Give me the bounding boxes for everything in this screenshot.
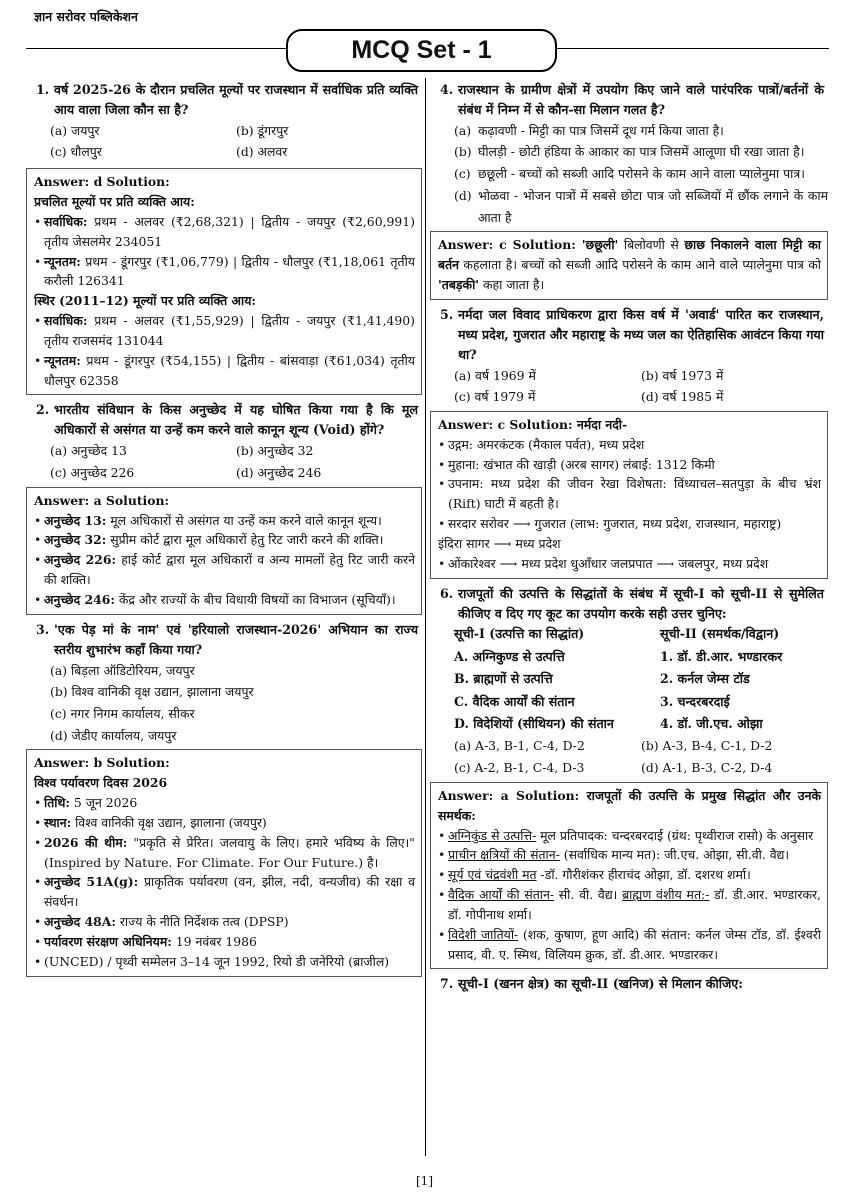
options [26, 120, 422, 163]
answer-heading: Answer: c Solution: नर्मदा नदी- [438, 416, 628, 432]
solution-bullet: • अनुच्छेद 48A: राज्य के नीति निर्देशक तत्व (DPSP) [34, 914, 289, 930]
question-text: सूची-I (खनन क्षेत्र) का सूची-II (खनिज) से मिलान कीजिए: [458, 976, 743, 992]
solution-bullet: • अनुच्छेद 51A(g): प्राकृतिक पर्यावरण (वन, झील, नदी, वन्यजीव) की रक्षा व संवर्धन। [34, 874, 415, 910]
question-text: राजस्थान के ग्रामीण क्षेत्रों में उपयोग किए जाने वाले पारंपरिक पात्रों/बर्तनों के संबंध में निम्न में से कौन-सा मिलान गलत है? [458, 82, 824, 117]
solution-bullet: • विदेशी जातियों- (शक, कुषाण, हूण आदि) की संतान: कर्नल जेम्स टॉड, डॉ. ईश्वरी प्रसाद, वी. ए. स्मिथ, विलियम क्रुक, डॉ. डी.आर. भण्डारकर। [438, 926, 821, 962]
list-1-item: C. वैदिक आर्यों की संतान [454, 693, 575, 709]
options [430, 735, 828, 778]
option-d[interactable]: (d) A-1, B-3, C-2, D-4 [641, 760, 773, 776]
list-1-header: सूची-I (उत्पत्ति का सिद्धांत) [454, 626, 585, 642]
question-number: 3. [36, 621, 50, 637]
solution-bullet: • न्यूनतम: प्रथम - डूंगरपुर (₹54,155) | द्वितीय - बांसवाड़ा (₹61,034) तृतीय धौलपुर 62358 [34, 352, 415, 388]
question-number: 1. [36, 82, 50, 97]
solution-bullet: • अनुच्छेद 246: केंद्र और राज्यों के बीच विधायी विषयों का विभाजन (सूचियाँ)। [34, 591, 396, 607]
question-number: 4. [440, 82, 454, 97]
answer-heading: Answer: b Solution: [34, 755, 170, 771]
list-2-item: 2. कर्नल जेम्स टॉड [660, 671, 750, 687]
option-a[interactable]: (a) जयपुर [50, 122, 100, 138]
solution-bullet: • मुहाना: खंभात की खाड़ी (अरब सागर) लंबाई: 1312 किमी [438, 456, 715, 472]
solution-bullet: • अनुच्छेद 226: हाई कोर्ट द्वारा मूल अधिकारों व अन्य मामलों हेतु रिट जारी करने की शक्ति। [34, 552, 416, 588]
options [26, 660, 422, 747]
solution-bullet: • प्राचीन क्षत्रियों की संतान- (सर्वाधिक मान्य मत): जी.एच. ओझा, सी.वी. वैद्य। [438, 847, 790, 863]
answer-box [430, 231, 828, 300]
list-1-item: D. विदेशियों (सीथियन) की संतान [454, 716, 614, 732]
option-c[interactable]: (c) A-2, B-1, C-4, D-3 [454, 760, 585, 776]
publisher-name: ज्ञान सरोवर पब्लिकेशन [34, 9, 138, 24]
column-divider [425, 78, 426, 1156]
option-a[interactable]: (a) अनुच्छेद 13 [50, 443, 127, 459]
solution-subheading: स्थिर (2011–12) मूल्यों पर प्रति व्यक्ति आय: [34, 293, 256, 309]
question-number: 6. [440, 585, 454, 601]
answer-heading: Answer: a Solution: [34, 492, 170, 508]
solution-bullet: • अनुच्छेद 13: मूल अधिकारों से असंगत या उन्हें कम करने वाले कानून शून्य। [34, 512, 382, 528]
question-text: वर्ष 2025-26 के दौरान प्रचलित मूल्यों पर राजस्थान में सर्वाधिक प्रति व्यक्ति आय वाला जिला कौन सा है? [54, 82, 418, 117]
option-d[interactable]: (d) भोळवा - भोजन पात्रों में सबसे छोटा पात्र जो सब्जियों में छौंक लगाने के काम आता है [454, 187, 828, 225]
question-text: नर्मदा जल विवाद प्राधिकरण द्वारा किस वर्ष में 'अवार्ड' पारित कर राजस्थान, मध्य प्रदेश, गुजरात और महाराष्ट्र के मध्य जल का ऐतिहासिक आवंटन किया गया था? [458, 306, 824, 362]
page-number: [1] [416, 1174, 433, 1188]
title-rule-right [557, 48, 829, 49]
question-7 [430, 974, 828, 994]
option-b[interactable]: (b) डूंगरपुर [236, 122, 289, 138]
list-1-item: A. अग्निकुण्ड से उत्पत्ति [454, 648, 565, 664]
option-b[interactable]: (b) A-3, B-4, C-1, D-2 [641, 738, 773, 754]
question-number: 7. [440, 976, 454, 992]
answer-box [430, 411, 828, 579]
list-2-header: सूची-II (समर्थक/विद्वान) [660, 626, 780, 642]
option-c[interactable]: (c) वर्ष 1979 में [454, 389, 536, 405]
solution-bullet: • उपनाम: मध्य प्रदेश की जीवन रेखा विशेषता: विंध्याचल–सतपुड़ा के बीच भ्रंश (Rift) घाटी में बहती है। [438, 476, 821, 512]
answer-box [26, 749, 422, 976]
solution-bullet: • ओंकारेश्वर ⟶ मध्य प्रदेश धुआँधार जलप्रपात ⟶ जबलपुर, मध्य प्रदेश [438, 555, 769, 571]
answer-heading: Answer: a Solution: राजपूतों की उत्पत्ति के प्रमुख सिद्धांत और उनके समर्थक: [438, 787, 821, 823]
solution-bullet: • सूर्य एवं चंद्रवंशी मत -डॉ. गौरीशंकर हीराचंद ओझा, डॉ. दशरथ शर्मा। [438, 867, 751, 883]
option-a[interactable]: (a) वर्ष 1969 में [454, 367, 536, 383]
option-a[interactable]: (a) कढ़ावणी - मिट्टी का पात्र जिसमें दूध गर्म किया जाता है। [454, 122, 724, 138]
question-text: भारतीय संविधान के किस अनुच्छेद में यह घोषित किया गया है कि मूल अधिकारों से असंगत या उन्हें कम करने वाले कानून शून्य (Void) होंगे? [54, 402, 418, 438]
solution-subheading: विश्व पर्यावरण दिवस 2026 [34, 775, 168, 791]
option-b[interactable]: (b) अनुच्छेद 32 [236, 443, 314, 459]
option-d[interactable]: (d) अनुच्छेद 246 [236, 464, 322, 480]
option-d[interactable]: (d) जेडीए कार्यालय, जयपुर [50, 727, 177, 743]
option-c[interactable]: (c) अनुच्छेद 226 [50, 464, 135, 480]
solution-bullet: • सरदार सरोवर ⟶ गुजरात (लाभ: गुजरात, मध्य प्रदेश, राजस्थान, महाराष्ट्र) [438, 516, 782, 532]
option-b[interactable]: (b) घीलड़ी - छोटी हंडिया के आकार का पात्र जिसमें आलूणा घी रखा जाता है। [454, 144, 805, 160]
answer-box [430, 782, 828, 970]
solution-bullet: • न्यूनतम: प्रथम - डूंगरपुर (₹1,06,779) | द्वितीय - धौलपुर (₹1,18,061 तृतीय करौली 126341 [34, 253, 415, 289]
option-a[interactable]: (a) बिड़ला ऑडिटोरियम, जयपुर [50, 662, 195, 678]
solution-bullet: • तिथि: 5 जून 2026 [34, 795, 138, 810]
question-number: 2. [36, 402, 50, 418]
option-c[interactable]: (c) नगर निगम कार्यालय, सीकर [50, 705, 195, 721]
solution-line: इंदिरा सागर ⟶ मध्य प्रदेश [438, 535, 561, 551]
title-rule-left [26, 48, 286, 49]
question-6 [430, 584, 828, 970]
option-b[interactable]: (b) विश्व वानिकी वृक्ष उद्यान, झालाना जयपुर [50, 684, 254, 700]
page-title: MCQ Set - 1 [286, 29, 557, 72]
list-2-item: 4. डॉ. जी.एच. ओझा [660, 716, 763, 732]
option-c[interactable]: (c) धौलपुर [50, 144, 102, 160]
options [430, 365, 828, 408]
match-table [430, 623, 828, 735]
solution-bullet: • उद्गम: अमरकंटक (मैकाल पर्वत), मध्य प्रदेश [438, 436, 645, 452]
question-5 [430, 305, 828, 579]
list-1-item: B. ब्राह्मणों से उत्पत्ति [454, 671, 553, 687]
options [430, 120, 828, 229]
question-text: राजपूतों की उत्पत्ति के सिद्धांतों के संबंध में सूची-I को सूची-II से सुमेलित कीजिए व दिए गए कूट का उपयोग करके सही उत्तर चुनिए: [458, 585, 824, 621]
solution-bullet: • अग्निकुंड से उत्पत्ति- मूल प्रतिपादक: चन्दरबरदाई (ग्रंथ: पृथ्वीराज रासो) के अनुसार [438, 827, 814, 843]
option-a[interactable]: (a) A-3, B-1, C-4, D-2 [454, 738, 585, 754]
question-2 [26, 400, 422, 614]
option-c[interactable]: (c) छछूली - बच्चों को सब्जी आदि परोसने के काम आने वाला प्यालेनुमा पात्र। [454, 166, 805, 182]
list-2-item: 3. चन्दरबरदाई [660, 693, 730, 709]
question-4 [430, 80, 828, 300]
question-number: 5. [440, 306, 454, 322]
question-1 [26, 80, 422, 395]
left-column [26, 80, 422, 982]
solution-bullet: • 2026 की थीम: "प्रकृति से प्रेरित। जलवायु के लिए। हमारे भविष्य के लिए।" (Inspired by Nature. For Climate. For Our Future.) है। [34, 834, 415, 870]
question-3 [26, 620, 422, 977]
solution-bullet: • वैदिक आर्यों की संतान- सी. वी. वैद्य। ब्राह्मण वंशीय मत:- डॉ. डी.आर. भण्डारकर, डॉ. गोपीनाथ शर्मा। [438, 887, 821, 922]
answer-box [26, 487, 422, 615]
question-text: 'एक पेड़ मां के नाम' एवं 'हरियालो राजस्थान-2026' अभियान का राज्य स्तरीय शुभारंभ कहाँ किया गया? [54, 621, 418, 657]
answer-box [26, 168, 422, 395]
answer-heading: Answer: d Solution: [34, 174, 170, 190]
solution-bullet: • पर्यावरण संरक्षण अधिनियम: 19 नवंबर 1986 [34, 933, 257, 949]
solution-subheading: प्रचलित मूल्यों पर प्रति व्यक्ति आय: [34, 194, 195, 210]
option-d[interactable]: (d) अलवर [236, 144, 288, 160]
solution-bullet: • (UNCED) / पृथ्वी सम्मेलन 3–14 जून 1992, रियो डी जनेरियो (ब्राजील) [34, 953, 390, 969]
solution-bullet: • स्थान: विश्व वानिकी वृक्ष उद्यान, झालाना (जयपुर) [34, 814, 267, 830]
option-d[interactable]: (d) वर्ष 1985 में [641, 389, 724, 405]
solution-bullet: • सर्वाधिक: प्रथम - अलवर (₹2,68,321) | द्वितीय - जयपुर (₹2,60,991) तृतीय जेसलमेर 234051 [34, 213, 415, 249]
solution-bullet: • सर्वाधिक: प्रथम - अलवर (₹1,55,929) | द्वितीय - जयपुर (₹1,41,490) तृतीय राजसमंद 131044 [34, 313, 415, 348]
right-column [430, 80, 828, 994]
list-2-item: 1. डॉ. डी.आर. भण्डारकर [660, 648, 783, 664]
solution-bullet: • अनुच्छेद 32: सुप्रीम कोर्ट द्वारा मूल अधिकारों हेतु रिट जारी करने की शक्ति। [34, 532, 384, 548]
answer-text: Answer: c Solution: 'छछूली' बिलोवणी से छाछ निकालने वाला मिट्टी का बर्तन कहलाता है। बच्चों को सब्जी आदि परोसने के काम आने वाले प्यालेनुमा पात्र को 'तबड़की' कहा जाता है। [438, 237, 821, 292]
options [26, 440, 422, 483]
option-b[interactable]: (b) वर्ष 1973 में [641, 367, 724, 383]
